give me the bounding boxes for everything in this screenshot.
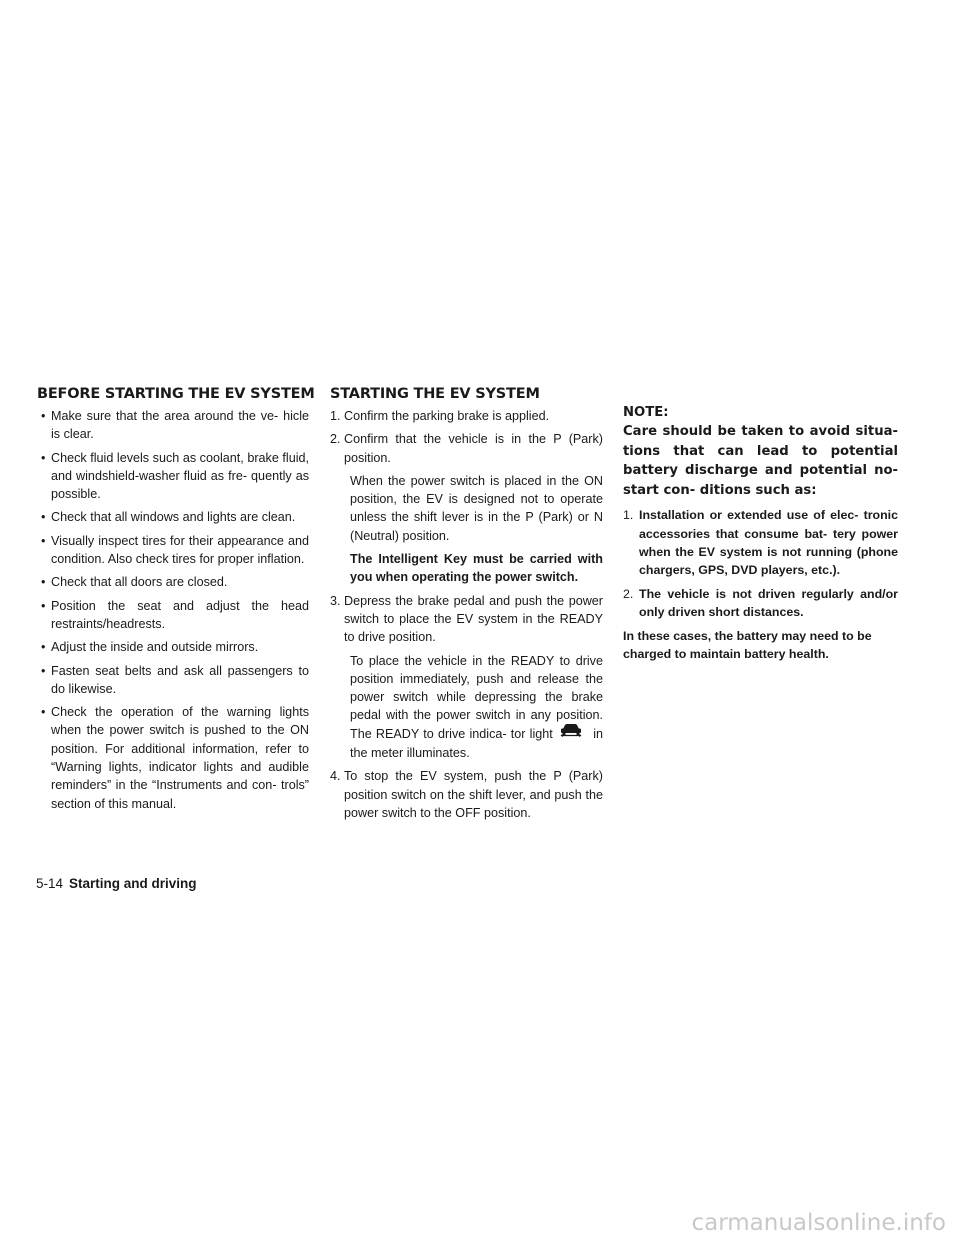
checklist [37, 407, 309, 813]
list-item: • Check that all doors are closed. [37, 573, 309, 591]
step-text: Confirm the parking brake is applied. [344, 409, 550, 423]
note-label: NOTE: [623, 405, 669, 420]
section-title-before-starting: BEFORE STARTING THE EV SYSTEM [37, 386, 315, 402]
step-note-text: To place the vehicle in the READY to drive position immediately, push and release the power switch while depressing the brake pedal with the power switch in any position. The READY to drive indica- tor light [350, 653, 603, 741]
list-item: • Make sure that the area around the ve- hicle is clear. [37, 407, 309, 444]
step-3 [330, 592, 603, 763]
note-outro: In these cases, the battery may need to be charged to maintain battery health. [623, 629, 872, 662]
column-before-starting [37, 386, 315, 818]
watermark: carmanualsonline.info [691, 1210, 946, 1236]
page-footer [36, 876, 197, 891]
list-item: • Check the operation of the warning lights when the power switch is pushed to the ON position. For additional information, refer to “Warning lights, indicator lights and audible reminders” in the “Instruments and con- trols” section of this manual. [37, 703, 309, 813]
list-item: • Adjust the inside and outside mirrors. [37, 638, 309, 656]
step-number: 4. [330, 769, 341, 784]
step-note [344, 652, 603, 763]
step-text: Confirm that the vehicle is in the P (Park) position. [344, 432, 603, 465]
step-4 [330, 767, 603, 822]
step-1 [330, 407, 603, 425]
step-number: 3. [330, 593, 341, 608]
step-2 [330, 430, 603, 586]
step-text: To stop the EV system, push the P (Park) position switch on the shift lever, and push the power switch to the OFF position. [344, 769, 603, 820]
note-list [623, 506, 898, 621]
column-starting-ev [330, 386, 603, 827]
step-text: Depress the brake pedal and push the power switch to place the EV system in the READY to drive position. [344, 593, 603, 645]
item-text: Installation or extended use of elec- tronic accessories that consume bat- tery power when the EV system is not running (phone chargers, GPS, DVD players, etc.). [639, 508, 898, 578]
item-number: 2. [623, 586, 634, 601]
step-warning: The Intelligent Key must be carried with you when operating the power switch. [350, 552, 603, 585]
page-number: 5-14 [36, 876, 64, 891]
step-note-text: in the meter illuminates. [350, 726, 603, 761]
step-number: 1. [330, 409, 341, 423]
list-item: • Check fluid levels such as coolant, brake fluid, and windshield-washer fluid as fre- quently as possible. [37, 449, 309, 504]
step-number: 2. [330, 432, 341, 447]
steps-list [330, 407, 603, 822]
item-text: The vehicle is not driven regularly and/or only driven short distances. [639, 586, 898, 619]
column-note [623, 386, 898, 664]
list-item [623, 506, 898, 579]
item-number: 1. [623, 508, 634, 523]
list-item [623, 585, 898, 622]
ready-to-drive-car-icon [559, 723, 583, 742]
list-item: • Fasten seat belts and ask all passengers to do likewise. [37, 662, 309, 699]
list-item: • Check that all windows and lights are clean. [37, 508, 309, 526]
note-intro: Care should be taken to avoid situa- tions that can lead to potential battery discharge and potential no-start con- ditions such as: [623, 424, 898, 498]
section-title-starting-ev: STARTING THE EV SYSTEM [330, 386, 540, 402]
list-item: • Position the seat and adjust the head restraints/headrests. [37, 597, 309, 634]
chapter-title: Starting and driving [69, 876, 197, 891]
step-note: When the power switch is placed in the ON position, the EV is designed not to operate unless the shift lever is in the P (Park) or N (Neutral) position. [350, 473, 603, 543]
list-item: • Visually inspect tires for their appearance and condition. Also check tires for proper inflation. [37, 532, 309, 569]
